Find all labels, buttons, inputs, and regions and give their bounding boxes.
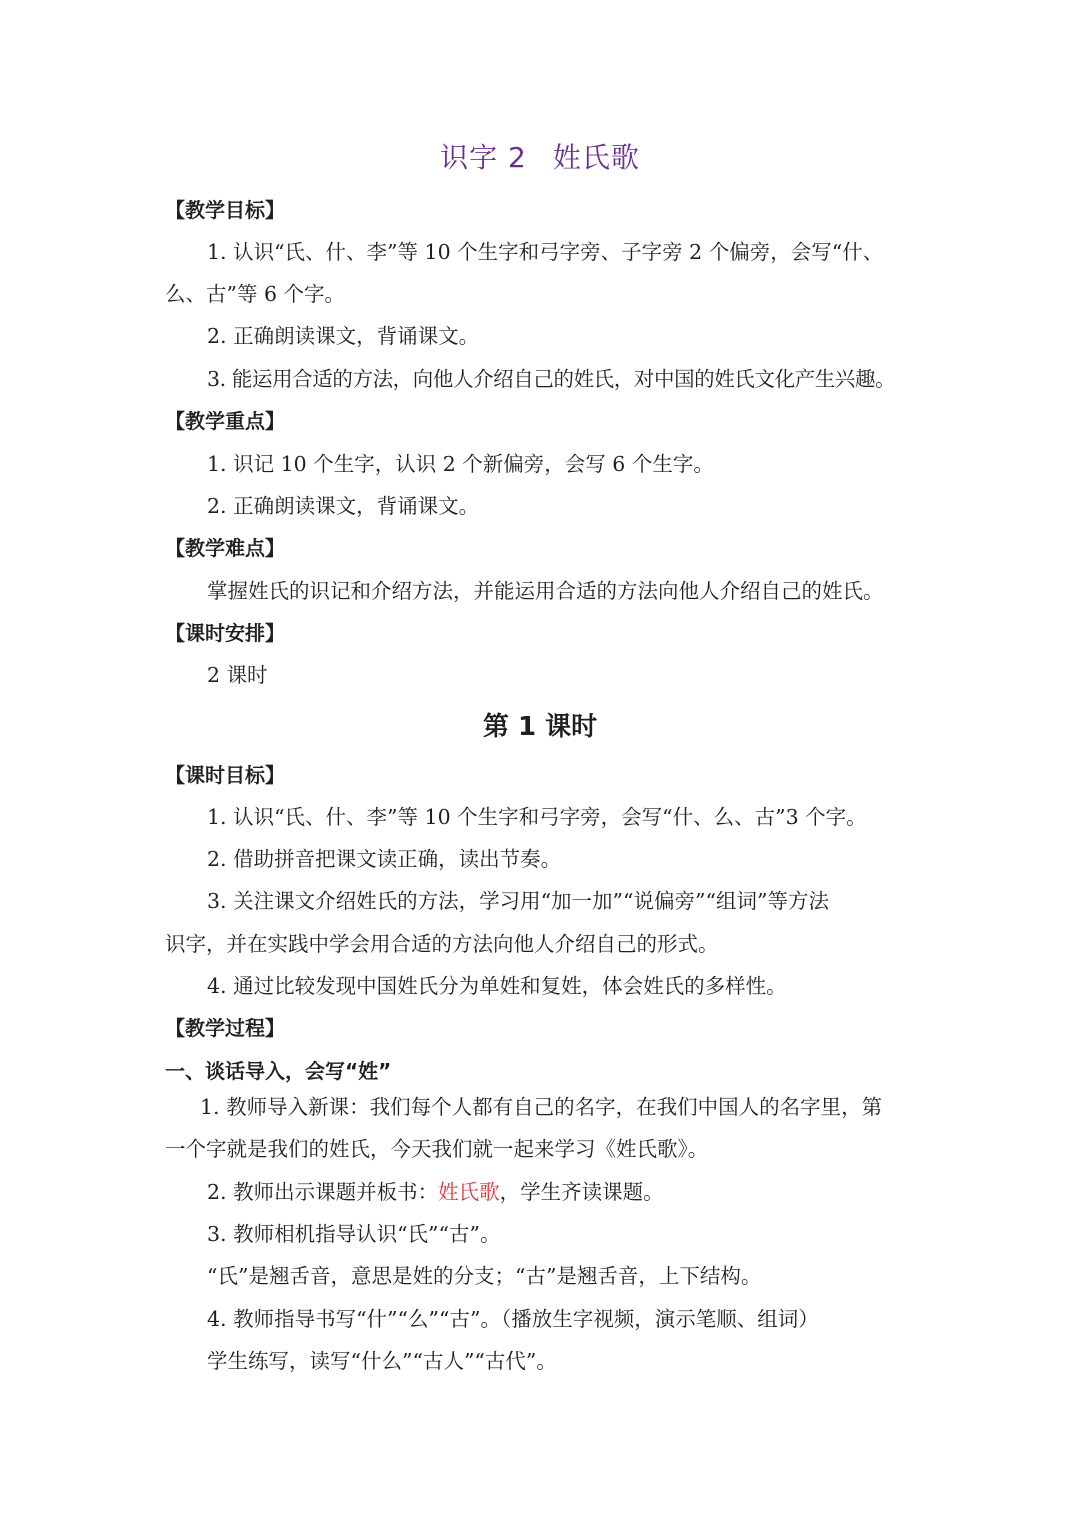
goal-item: 1. 认识“氏、什、李”等 10 个生字和弓字旁，会写“什、么、古”3 个字。 bbox=[207, 805, 867, 829]
title-part1: 识字 2 bbox=[440, 141, 527, 174]
difficulty-heading: 【教学难点】 bbox=[165, 536, 285, 560]
objective-item: 么、古”等 6 个字。 bbox=[165, 282, 346, 306]
page-title bbox=[0, 136, 1080, 176]
goal-item: 2. 借助拼音把课文读正确，读出节奏。 bbox=[207, 847, 562, 871]
goals-heading: 【课时目标】 bbox=[165, 763, 285, 787]
step4-text: 4. 教师指导书写“什”“么”“古”。（播放生字视频，演示笔顺、组词） bbox=[207, 1307, 819, 1331]
objectives-heading: 【教学目标】 bbox=[165, 198, 285, 222]
objective-item: 3. 能运用合适的方法，向他人介绍自己的姓氏，对中国的姓氏文化产生兴趣。 bbox=[207, 367, 896, 391]
step2-suffix: ，学生齐读课题。 bbox=[499, 1180, 664, 1204]
key-heading: 【教学重点】 bbox=[165, 409, 285, 433]
step2-prefix: 2. 教师出示课题并板书： bbox=[207, 1180, 439, 1204]
schedule-heading: 【课时安排】 bbox=[165, 621, 285, 645]
goal-item: 3. 关注课文介绍姓氏的方法，学习用“加一加”“说偏旁”“组词”等方法 bbox=[207, 889, 829, 913]
schedule-text: 2 课时 bbox=[207, 663, 268, 687]
process-heading: 【教学过程】 bbox=[165, 1016, 285, 1040]
step1-heading: 一、谈话导入，会写“姓” bbox=[165, 1059, 392, 1083]
lesson-heading: 第 1 课时 bbox=[482, 712, 598, 742]
step1-text: 1. 教师导入新课：我们每个人都有自己的名字，在我们中国人的名字里，第 bbox=[200, 1095, 883, 1119]
goal-item: 4. 通过比较发现中国姓氏分为单姓和复姓，体会姓氏的多样性。 bbox=[207, 974, 787, 998]
step1-text: 一个字就是我们的姓氏，今天我们就一起来学习《姓氏歌》。 bbox=[165, 1137, 709, 1161]
key-item: 2. 正确朗读课文，背诵课文。 bbox=[207, 494, 480, 518]
difficulty-text: 掌握姓氏的识记和介绍方法，并能运用合适的方法向他人介绍自己的姓氏。 bbox=[207, 579, 884, 603]
key-item: 1. 识记 10 个生字，认识 2 个新偏旁，会写 6 个生字。 bbox=[207, 452, 714, 476]
step4-note: 学生练写，读写“什么”“古人”“古代”。 bbox=[207, 1349, 557, 1373]
objective-item: 1. 认识“氏、什、李”等 10 个生字和弓字旁、子字旁 2 个偏旁，会写“什、 bbox=[207, 240, 884, 264]
title-part2: 姓氏歌 bbox=[552, 141, 640, 174]
goal-item: 识字，并在实践中学会用合适的方法向他人介绍自己的形式。 bbox=[165, 932, 719, 956]
step3-note: “氏”是翘舌音，意思是姓的分支；“古”是翘舌音，上下结构。 bbox=[207, 1264, 762, 1288]
step2-text bbox=[207, 1177, 967, 1207]
board-title: 姓氏歌 bbox=[438, 1180, 500, 1204]
step3-text: 3. 教师相机指导认识“氏”“古”。 bbox=[207, 1222, 501, 1246]
objective-item: 2. 正确朗读课文，背诵课文。 bbox=[207, 324, 480, 348]
